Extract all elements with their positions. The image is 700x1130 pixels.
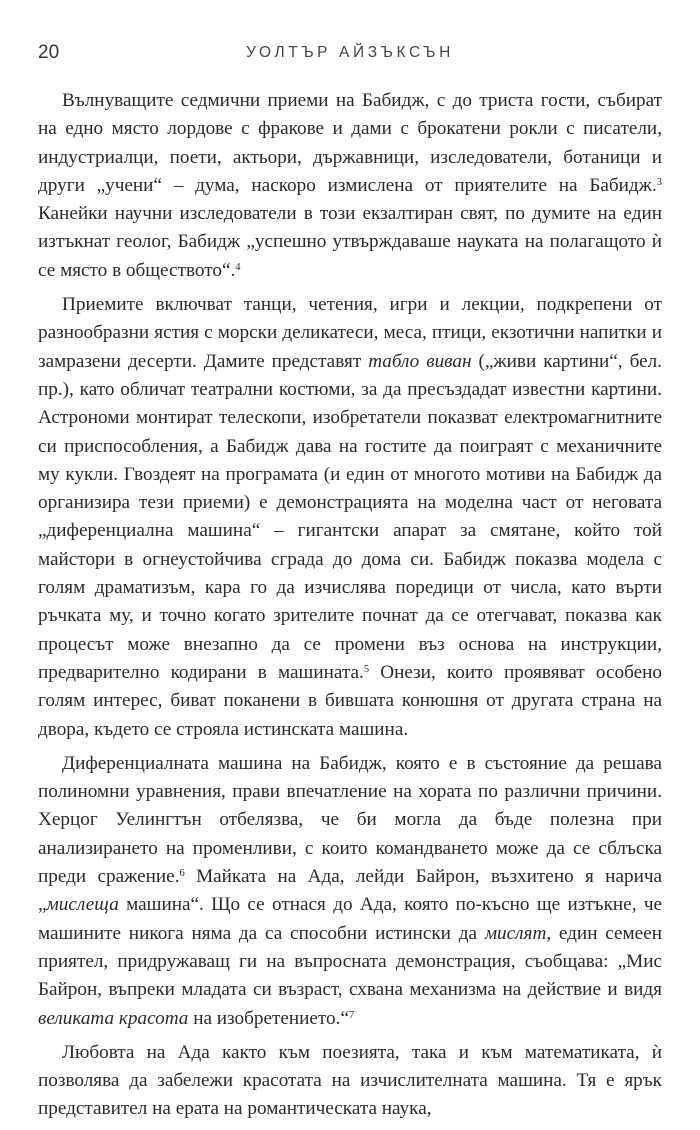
page-number: 20 [38,42,60,63]
text-run: , един семеен приятел, придружаващ ги на въпросната демонстрация, съобщава: „Мис Байрон, въпреки младата си възраст, схвана механизма на действие и видя [38,922,662,1001]
paragraph [38,1039,662,1124]
text-run: на изобретението.“ [188,1007,349,1029]
emphasis-text: табло виван [368,350,472,372]
text-run: Любовта на Ада както към поезията, така и към математиката, ѝ позволява да забележи красотата на изчислителната машина. Тя е ярък представител на ерата на романтическата наука, [38,1041,662,1120]
paragraph [38,291,662,744]
footnote-marker: 6 [179,868,185,880]
footnote-marker: 7 [348,1009,355,1021]
footnote-marker: 4 [235,261,241,273]
text-run: Диференциалната машина на Бабидж, която е в състояние да решава полиномни уравнения, прави впечатление на хората по различни причини. Херцог Уелингтън отбелязва, че би могла да бъде полезна при анализирането на променливи, с които командването може да се сблъска преди сражение. [38,752,662,888]
text-run: Майката на Ада, лейди Байрон, възхитено я нарича „ [38,866,662,916]
emphasis-text: мислеща [46,894,119,916]
emphasis-text: мислят [484,922,547,944]
text-run: Онези, които проявяват особено голям интерес, биват поканени в бившата конюшня от другата страна на двора, където се строяла истинската машина. [38,661,662,740]
text-run: Вълнуващите седмични приеми на Бабидж, с до триста гости, събират на едно място лордове с фракове и дами с брокатени рокли с писатели, индустриалци, поети, актьори, държавници, изследователи, ботаници и други „учени“ – дума, наскоро измислена от приятелите на Бабидж. [38,90,662,196]
running-title: УОЛТЪР АЙЗЪКСЪН [246,44,454,61]
paragraph [38,750,662,1033]
book-page [38,0,662,1120]
body-text [38,87,662,1130]
running-head [38,42,662,72]
footnote-marker: 5 [363,663,370,675]
text-run: Канейки научни изследователи в този екзалтиран свят, по думите на един изтъкнат геолог, Бабидж „успешно утвърждаваше науката на полагащото ѝ се място в обществото“. [38,203,662,281]
text-run: Приемите включват танци, четения, игри и лекции, подкрепени от разнообразни ястия с морски деликатеси, меса, птици, екзотични напитки и замразени десерти. Дамите представят [38,294,662,372]
footnote-marker: 3 [656,176,662,188]
emphasis-text: великата красота [38,1007,189,1029]
text-run: („живи картини“, бел. пр.), като обличат театрални костюми, за да пресъздадат известни картини. Астрономи монтират телескопи, изобретатели показват електромагнитните си приспособления, а Бабидж дава на гостите да поиграят с механичните му кукли. Гвоздеят на програмата (и един от многото мотиви на Бабидж да организира тези приеми) е демонстрацията на моделна част от неговата „диференциална машина“ – гигантски апарат за смятане, който той майстори в огнеустойчива сграда до дома си. Бабидж показва модела с голям драматизъм, кара го да изчислява поредици от числа, като върти ръчката му, и точно когато зрителите почнат да се отегчават, показва как процесът може внезапно да се промени въз основа на инструкции, предварително кодирани в машината. [38,350,662,683]
text-run: машина“. Що се отнася до Ада, която по-късно ще изтъкне, че машините никога няма да са способни истински да [38,894,662,944]
paragraph [38,87,662,285]
